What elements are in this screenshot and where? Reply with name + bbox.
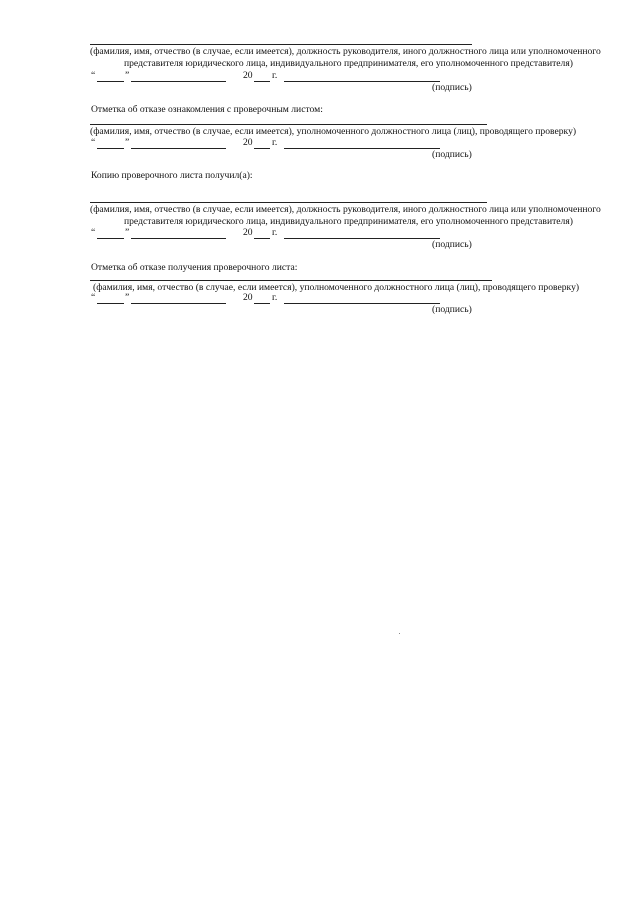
field-caption: (фамилия, имя, отчество (в случае, если имеется), должность руководителя, иного должностного лица или уполномоченного [90, 204, 601, 215]
date-open-quote: “ [91, 70, 96, 81]
field-caption: представителя юридического лица, индивидуального предпринимателя, его уполномоченного представителя) [124, 58, 573, 69]
signature-line [284, 148, 440, 149]
month-blank [131, 81, 226, 82]
month-blank [131, 238, 226, 239]
name-line [90, 280, 492, 281]
year-suffix: г. [272, 227, 278, 238]
field-caption: представителя юридического лица, индивидуального предпринимателя, его уполномоченного представителя) [124, 216, 573, 227]
refusal-label: Отметка об отказе ознакомления с проверочным листом: [91, 104, 323, 115]
signature-caption: (подпись) [432, 82, 472, 93]
day-blank [97, 238, 124, 239]
scan-speck [399, 633, 400, 634]
year-suffix: г. [272, 292, 278, 303]
date-open-quote: “ [91, 227, 96, 238]
signature-line [284, 81, 440, 82]
name-line [90, 124, 487, 125]
name-line [90, 44, 472, 45]
signature-line [284, 238, 440, 239]
field-caption: (фамилия, имя, отчество (в случае, если имеется), уполномоченного должностного лица (лиц), проводящего проверку) [93, 282, 580, 293]
field-caption: (фамилия, имя, отчество (в случае, если имеется), должность руководителя, иного должностного лица или уполномоченного [90, 46, 601, 57]
year-suffix: г. [272, 137, 278, 148]
name-line [90, 202, 487, 203]
day-blank [97, 148, 124, 149]
year-prefix: 20 [243, 227, 253, 238]
signature-caption: (подпись) [432, 304, 472, 315]
date-close-quote: ” [125, 70, 130, 81]
signature-caption: (подпись) [432, 239, 472, 250]
year-blank [254, 148, 270, 149]
day-blank [97, 303, 124, 304]
month-blank [131, 303, 226, 304]
date-close-quote: ” [125, 292, 130, 303]
year-blank [254, 303, 270, 304]
signature-line [284, 303, 440, 304]
year-prefix: 20 [243, 70, 253, 81]
date-close-quote: ” [125, 137, 130, 148]
field-caption: (фамилия, имя, отчество (в случае, если имеется), уполномоченного должностного лица (лиц), проводящего проверку) [90, 126, 577, 137]
year-suffix: г. [272, 70, 278, 81]
year-blank [254, 238, 270, 239]
year-prefix: 20 [243, 292, 253, 303]
date-close-quote: ” [125, 227, 130, 238]
month-blank [131, 148, 226, 149]
day-blank [97, 81, 124, 82]
signature-caption: (подпись) [432, 149, 472, 160]
year-blank [254, 81, 270, 82]
year-prefix: 20 [243, 137, 253, 148]
receipt-label: Копию проверочного листа получил(а): [91, 170, 253, 181]
date-open-quote: “ [91, 137, 96, 148]
refusal-receipt-label: Отметка об отказе получения проверочного листа: [91, 262, 298, 273]
date-open-quote: “ [91, 292, 96, 303]
